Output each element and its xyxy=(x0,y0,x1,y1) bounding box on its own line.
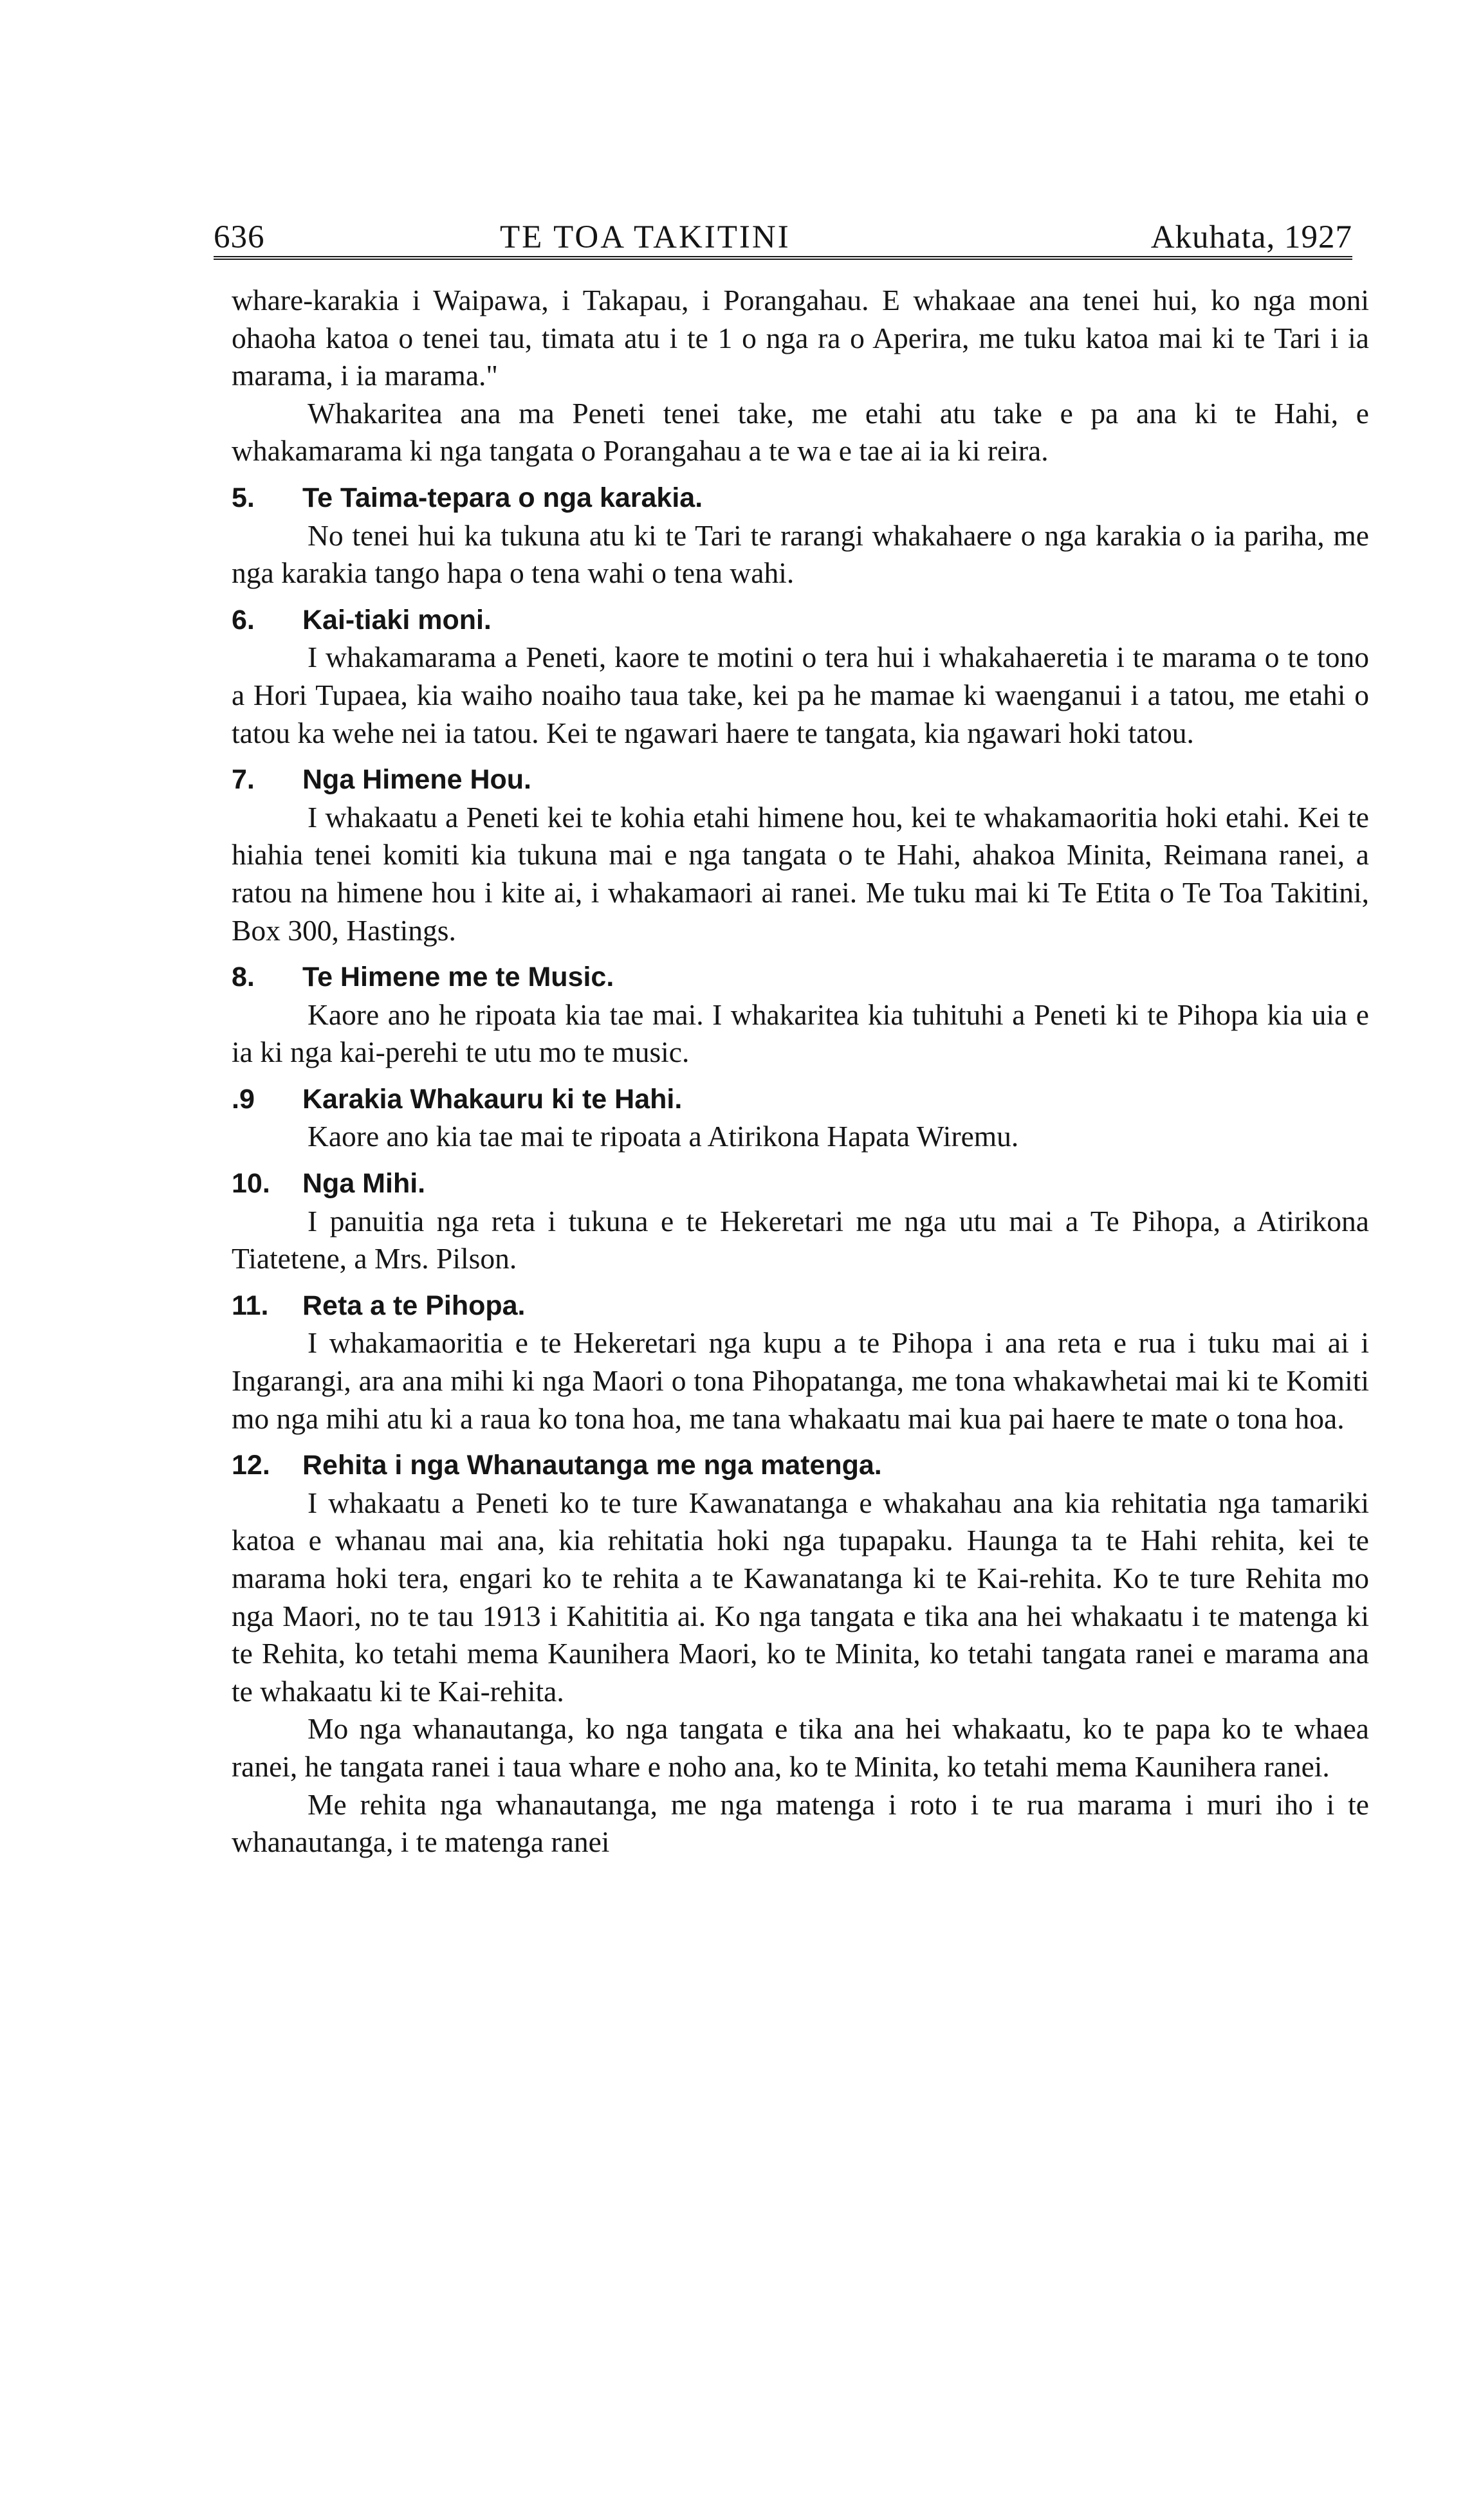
section-paragraph: I panuitia nga reta i tukuna e te Hekeretari me nga utu mai a Te Pihopa, a Atirikona Tiatetene, a Mrs. Pilson. xyxy=(232,1204,1369,1275)
section-paragraph: Kaore ano he ripoata kia tae mai. I whakaritea kia tuhituhi a Peneti ki te Pihopa kia uia e ia ki nga kai-perehi te utu mo te music. xyxy=(232,998,1369,1069)
issue-date: Akuhata, 1927 xyxy=(1150,219,1352,255)
article-body xyxy=(232,282,1369,1861)
section-heading-11: 11. Reta a te Pihopa. xyxy=(232,1290,526,1321)
section-paragraph: I whakaatu a Peneti ko te ture Kawanatanga e whakahau ana kia rehitatia nga tamariki katoa e whanau mai ana, kia rehitatia hoki nga tupapaku. Haunga ta te Hahi rehita, kei te marama hoki tera, engari ko te rehita a te Kawanatanga ki te Kai-rehita. Ko te ture Rehita mo nga Maori, no te tau 1913 i Kahititia ai. Ko nga tangata e tika ana hei whakaatu i te matenga ki te Rehita, ko tetahi mema Kaunihera Maori, ko te Minita, ko tetahi tangata ranei e marama ana te whakaatu ki te Kai-rehita. xyxy=(232,1486,1369,1708)
section-paragraph: Kaore ano kia tae mai te ripoata a Atirikona Hapata Wiremu. xyxy=(308,1120,1019,1153)
publication-title: TE TOA TAKITINI xyxy=(500,219,791,255)
section-heading-6: 6. Kai-tiaki moni. xyxy=(232,604,492,635)
intro-paragraph-continued: whare-karakia i Waipawa, i Takapau, i Porangahau. E whakaae ana tenei hui, ko nga moni ohaoha katoa o tenei tau, timata atu i te 1 o nga ra o Aperira, me tuku katoa mai ki te Tari i ia marama, i ia marama." xyxy=(232,284,1369,392)
section-heading-8: 8. Te Himene me te Music. xyxy=(232,962,614,993)
section-heading-12: 12. Rehita i nga Whanautanga me nga matenga. xyxy=(232,1450,882,1481)
section-paragraph: Mo nga whanautanga, ko nga tangata e tika ana hei whakaatu, ko te papa ko te whaea ranei, he tangata ranei i taua whare e noho ana, ko te Minita, ko tetahi mema Kaunihera ranei. xyxy=(232,1712,1369,1783)
intro-paragraph: Whakaritea ana ma Peneti tenei take, me etahi atu take e pa ana ki te Hahi, e whakamarama ki nga tangata o Porangahau a te wa e tae ai ia ki reira. xyxy=(232,396,1369,468)
section-heading-7: 7. Nga Himene Hou. xyxy=(232,764,531,796)
section-heading-10: 10. Nga Mihi. xyxy=(232,1168,426,1200)
header-rule xyxy=(214,256,1352,260)
section-paragraph: I whakamaoritia e te Hekeretari nga kupu a te Pihopa i ana reta e rua i tuku mai ai i Ingarangi, ara ana mihi ki nga Maori o tona Pihopatanga, me tona whakawhetai mai ki te Komiti mo nga mihi atu ki a raua ko tona hoa, me tana whakaatu mai kua pai haere te mate o tona hoa. xyxy=(232,1326,1369,1435)
section-heading-5: 5. Te Taima-tepara o nga karakia. xyxy=(232,482,703,513)
section-paragraph: No tenei hui ka tukuna atu ki te Tari te rarangi whakahaere o nga karakia o ia pariha, me nga karakia tango hapa o tena wahi o tena wahi. xyxy=(232,518,1369,590)
page-number: 636 xyxy=(214,219,265,255)
section-paragraph: Me rehita nga whanautanga, me nga matenga i roto i te rua marama i muri iho i te whanautanga, i te matenga ranei xyxy=(232,1787,1369,1859)
section-heading-9: .9 Karakia Whakauru ki te Hahi. xyxy=(232,1083,683,1115)
running-header xyxy=(214,215,1352,261)
section-paragraph: I whakamarama a Peneti, kaore te motini o tera hui i whakahaeretia i te marama o te tono a Hori Tupaea, kia waiho noaiho taua take, kei pa he mamae ki waenganui i a tatou, me etahi o tatou ka wehe nei ia tatou. Kei te ngawari haere te tangata, kia ngawari hoki tatou. xyxy=(232,641,1369,749)
section-paragraph: I whakaatu a Peneti kei te kohia etahi himene hou, kei te whakamaoritia hoki etahi. Kei te hiahia tenei komiti kia tukuna mai e nga tangata o te Hahi, ahakoa Minita, Reimana ranei, a ratou na himene hou i kite ai, i whakamaori ai ranei. Me tuku mai ki Te Etita o Te Toa Takitini, Box 300, Hastings. xyxy=(232,800,1369,947)
